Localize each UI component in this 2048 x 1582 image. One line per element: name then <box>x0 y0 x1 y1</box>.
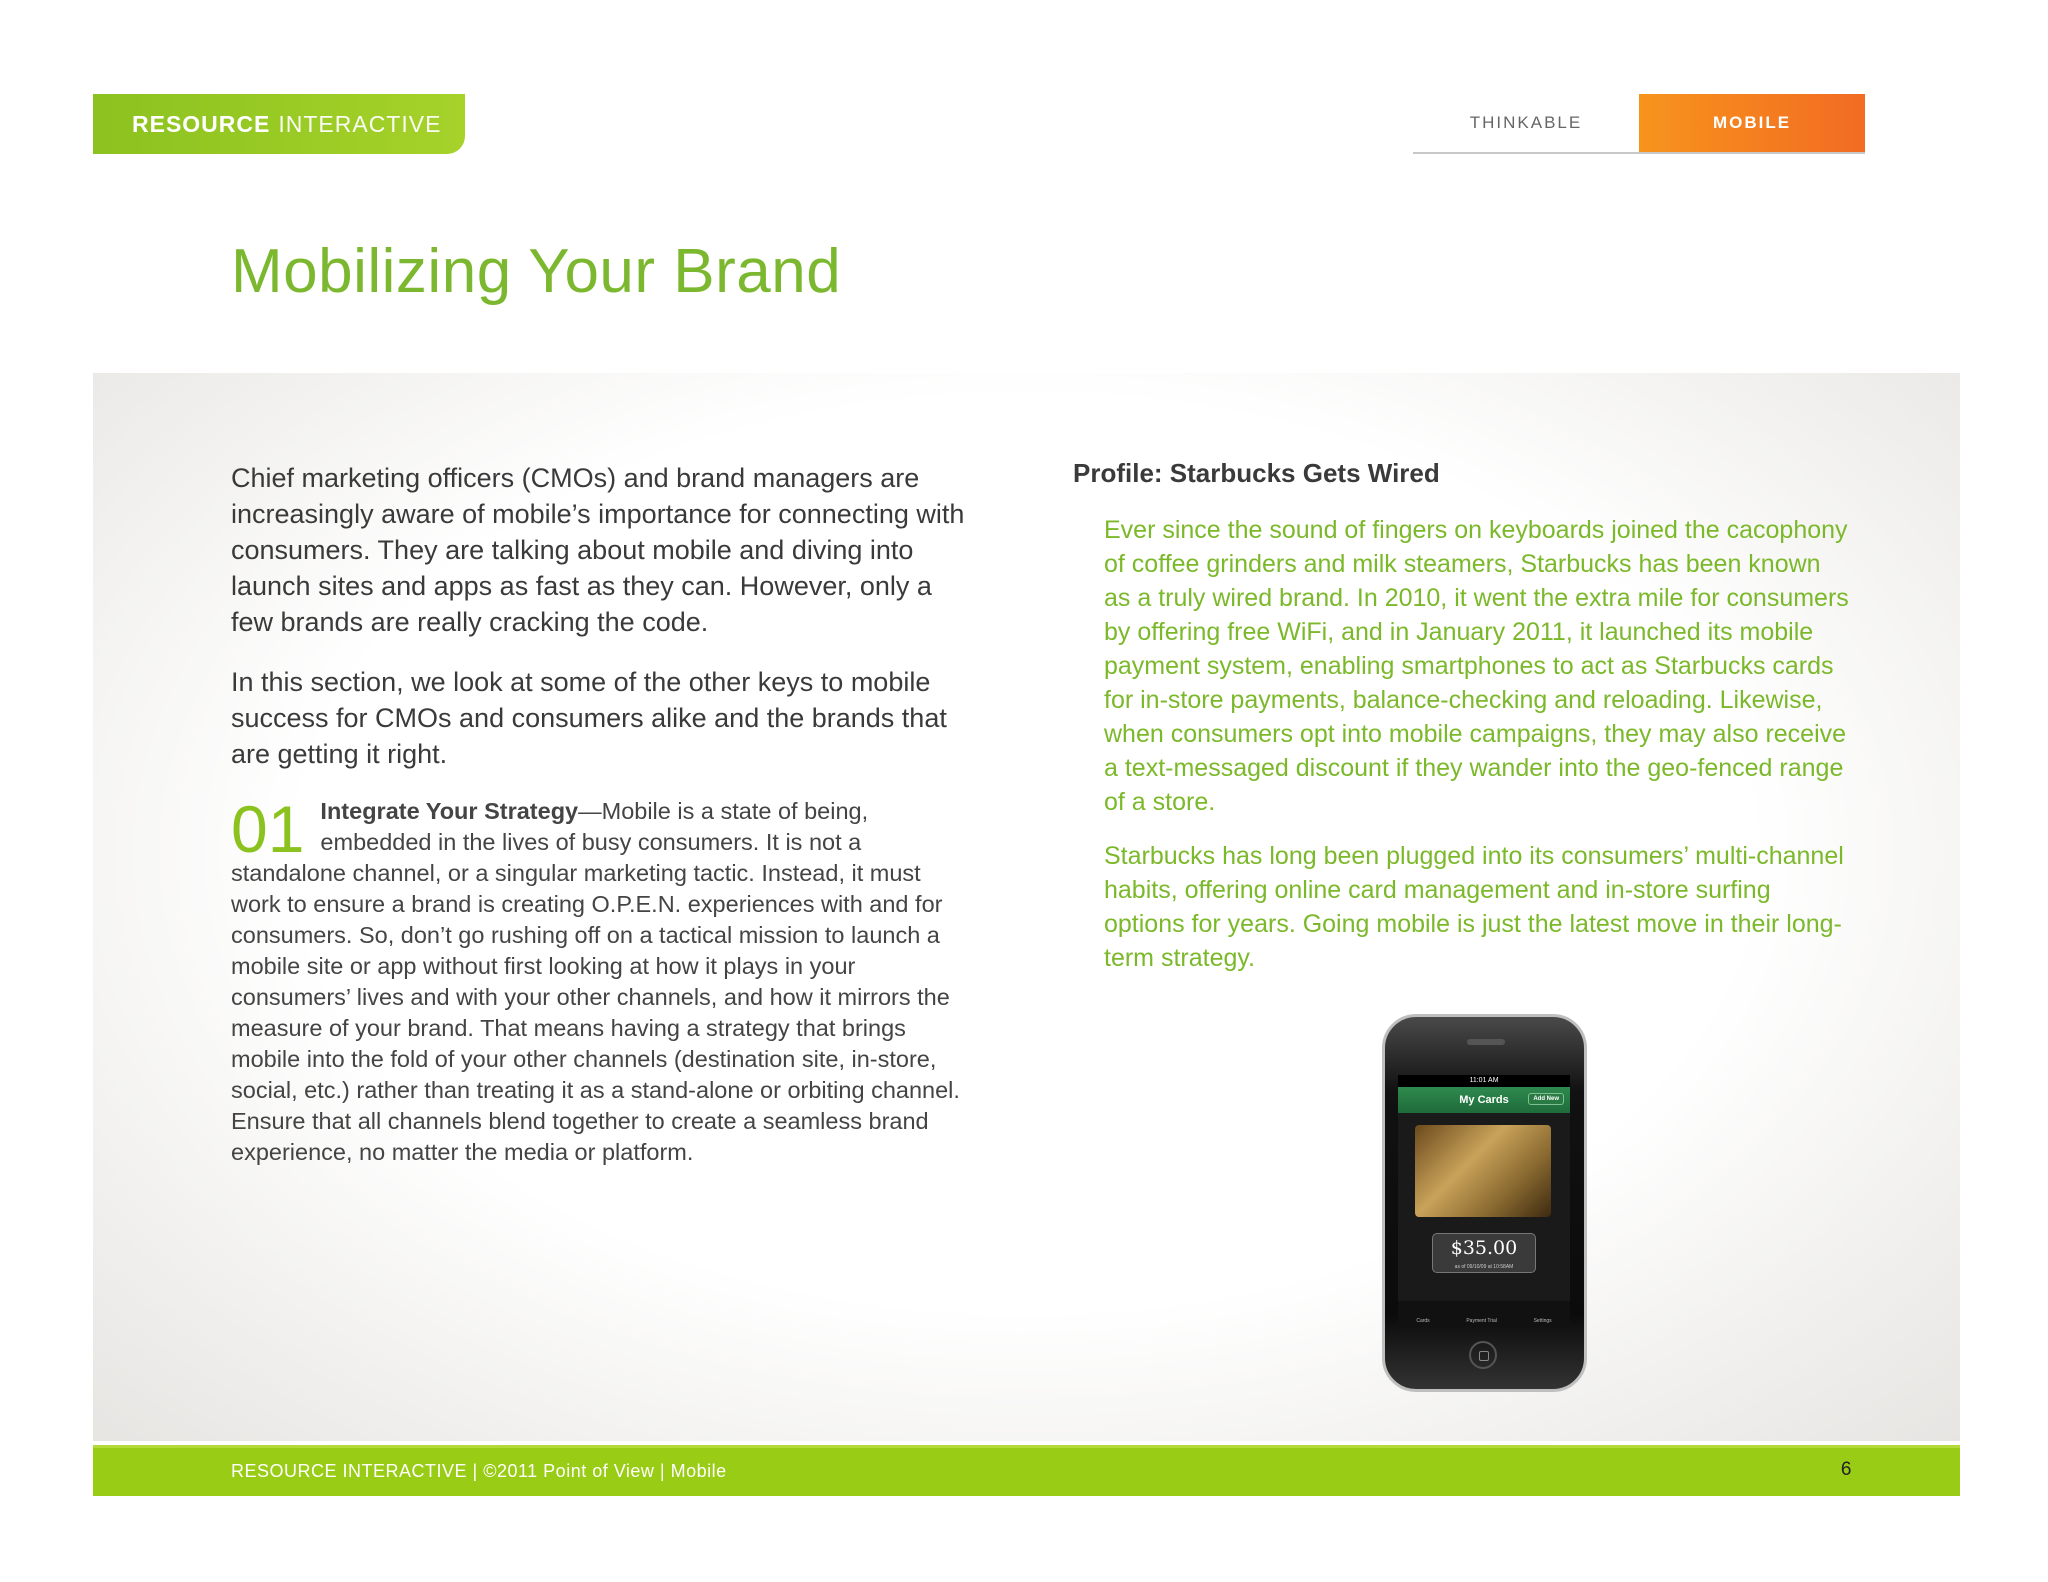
section-body: —Mobile is a state of being, embedded in the lives of busy consumers. It is not a standalone channel, or a singular marketing tactic. Instead, it must work to ensure a brand is creating O.P.E.N. experiences with and for consumers. So, don’t go rushing off on a tactical mission to launch a mobile site or app without first looking at how it plays in your consumers’ lives and with your other channels, and how it mirrors the measure of your brand. That means having a strategy that brings mobile into the fold of your other channels (destination site, in-store, social, etc.) rather than treating it as a stand-alone or orbiting channel. Ensure that all channels blend together to create a seamless brand experience, no matter the media or platform. <box>231 798 960 1165</box>
starbucks-card-image <box>1415 1125 1551 1217</box>
phone-tab-cards: Cards <box>1416 1318 1430 1324</box>
section-01 <box>231 792 971 1168</box>
phone-tab-settings: Settings <box>1533 1318 1552 1324</box>
status-bar-time: 11:01 AM <box>1398 1075 1570 1087</box>
tab-thinkable[interactable]: THINKABLE <box>1469 113 1583 132</box>
page-title: Mobilizing Your Brand <box>231 237 842 306</box>
tab-mobile[interactable]: MOBILE <box>1639 94 1865 152</box>
profile-paragraph-2: Starbucks has long been plugged into its consumers’ multi-channel habits, offering online card management and in-store surfing options for years. Going mobile is just the latest move in their long-term strategy. <box>1104 842 1844 972</box>
left-column <box>231 460 971 1168</box>
card-balance <box>1432 1233 1536 1273</box>
app-title: My Cards <box>1459 1094 1509 1106</box>
home-button <box>1469 1341 1497 1369</box>
speaker-grille <box>1467 1039 1505 1045</box>
balance-timestamp: as of 09/10/09 at 10:58AM <box>1454 1264 1514 1270</box>
footer-text: RESOURCE INTERACTIVE | ©2011 Point of View | Mobile <box>231 1461 727 1481</box>
balance-amount: $35.00 <box>1450 1237 1518 1259</box>
intro-paragraph-2: In this section, we look at some of the other keys to mobile success for CMOs and consumers alike and the brands that are getting it right. <box>231 667 947 769</box>
add-new-button: Add New <box>1528 1093 1564 1105</box>
right-column <box>1073 458 1853 995</box>
profile-paragraph-1: Ever since the sound of fingers on keyboards joined the cacophony of coffee grinders and milk steamers, Starbucks has been known as a truly wired brand. In 2010, it went the extra mile for consumers by offering free WiFi, and in January 2011, it launched its mobile payment system, enabling smartphones to act as Starbucks cards for in-store payments, balance-checking and reloading. Likewise, when consumers opt into mobile campaigns, they may also receive a text-messaged discount if they wander into the geo-fenced range of a store. <box>1104 516 1849 816</box>
intro-paragraph-1: Chief marketing officers (CMOs) and brand managers are increasingly aware of mobile’s importance for connecting with consumers. They are talking about mobile and diving into launch sites and apps as fast as they can. However, only a few brands are really cracking the code. <box>231 463 965 637</box>
section-nav <box>1413 94 1865 154</box>
phone-tab-payment: Payment Trial <box>1466 1318 1497 1324</box>
phone-screen <box>1398 1075 1570 1327</box>
smartphone-image <box>1382 1014 1587 1392</box>
section-title: Integrate Your Strategy <box>320 798 579 824</box>
logo-bold: RESOURCE <box>132 110 271 137</box>
profile-title: Profile: Starbucks Gets Wired <box>1073 458 1440 488</box>
footer-bar <box>93 1445 1960 1496</box>
app-header <box>1398 1087 1570 1113</box>
page-number: 6 <box>1840 1459 1852 1480</box>
brand-logo <box>93 94 465 154</box>
profile-body <box>1073 513 1853 975</box>
section-number: 01 <box>231 792 305 866</box>
logo-light: INTERACTIVE <box>278 110 442 137</box>
phone-tab-bar <box>1398 1301 1570 1327</box>
